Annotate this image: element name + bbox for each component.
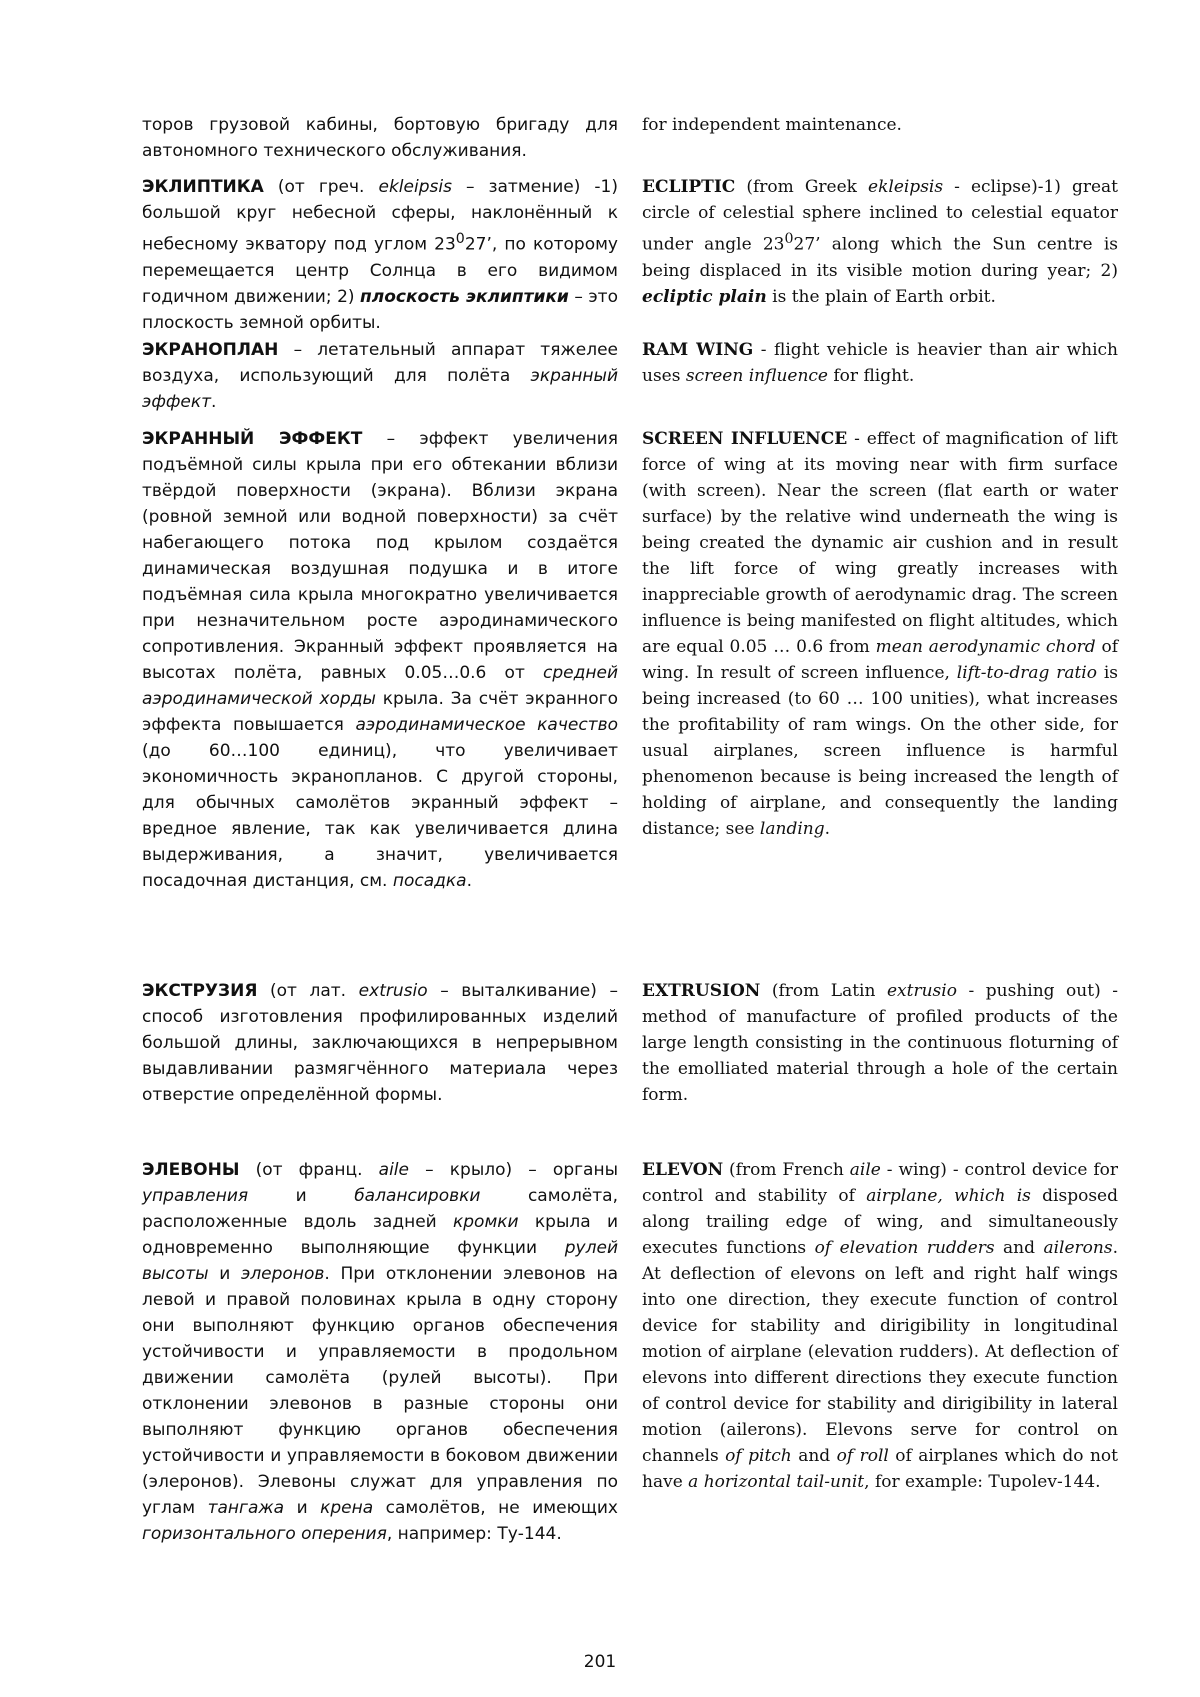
italic-term: посадка [392, 871, 467, 891]
entry-body: и [248, 1186, 355, 1206]
entry-body: , например: Ту-144. [386, 1524, 562, 1544]
entry-body: (от лат. [257, 981, 359, 1001]
entry-body: is the plain of Earth orbit. [766, 286, 996, 307]
bold-italic-term: ecliptic plain [642, 286, 767, 307]
entry-body: 27’, по которому перемещается центр Солнца в его видимом годичном движении; 2) [142, 234, 618, 307]
headword: ЭКРАННЫЙ ЭФФЕКТ [142, 429, 363, 449]
entry-body: . При отклонении элевонов на левой и правой половинах крыла в одну сторону они выполняют функцию органов обеспечения устойчивости и управляемости в продольном движении самолёта (рулей высоты). При отклонении элевонов в разные стороны они выполняют функцию органов обеспечения устойчивости и управляемости в боковом движении (элеронов). Элевоны служат для управления по углам [142, 1264, 618, 1518]
italic-term: mean aerodynamic chord [875, 637, 1096, 657]
entry-body: for flight. [827, 366, 915, 386]
entry-body: disposed along trailing edge of wing, and simultaneously executes functions [642, 1186, 1118, 1258]
entry-continuation-en [642, 112, 1118, 138]
italic-term: lift-to-drag ratio [956, 663, 1097, 683]
italic-term: ailerons [1043, 1238, 1113, 1258]
italic-term: балансировки [354, 1186, 481, 1206]
italic-term: of elevation rudders [814, 1238, 995, 1258]
italic-term: ekleipsis [378, 177, 452, 197]
entry-body: . [466, 871, 472, 891]
entry-body: 27’ along which the Sun centre is being displaced in its visible motion during year; 2) [642, 234, 1118, 281]
entry-extrusion-en [642, 978, 1118, 1108]
entry-screen-effect-ru [142, 426, 618, 894]
entry-body: for independent maintenance. [642, 115, 902, 135]
entry-body: торов грузовой кабины, бортовую бригаду для автономного технического обслуживания. [142, 115, 618, 161]
italic-term: extrusio [358, 981, 428, 1001]
headword: ЭЛЕВОНЫ [142, 1160, 240, 1180]
italic-term: airplane, which is [866, 1186, 1031, 1206]
entry-text [142, 978, 618, 1108]
headword: ЭКЛИПТИКА [142, 177, 264, 197]
entry-text [142, 174, 618, 336]
bold-italic-term: плоскость эклиптики [360, 286, 569, 307]
italic-term: of roll [836, 1446, 889, 1466]
entry-body: of wing. In result of screen influence, [642, 637, 1118, 683]
entry-body: – затмение) -1) большой круг небесной сферы, наклонённый к небесному экватору под углом 23 [142, 177, 618, 255]
entry-elevons-ru [142, 1157, 618, 1547]
superscript: 0 [784, 231, 794, 247]
headword: ЭКСТРУЗИЯ [142, 981, 258, 1001]
entry-body: самолёта, расположенные вдоль задней [142, 1186, 618, 1232]
entry-body: – выталкивание) – способ изготовления профилированных изделий большой длины, заключающихся в непрерывном выдавливании размягчённого материала через отверстие определённой формы. [142, 981, 618, 1105]
entry-body: , for example: Tupolev-144. [864, 1472, 1101, 1492]
italic-term: screen influence [685, 366, 828, 386]
entry-continuation-ru [142, 112, 618, 164]
italic-term: элеронов [240, 1264, 325, 1284]
entry-body: and [994, 1238, 1044, 1258]
italic-term: a horizontal tail-unit [688, 1472, 865, 1492]
italic-term: горизонтального оперения [142, 1524, 387, 1544]
entry-body: крыла. За счёт экранного эффекта повышается [142, 689, 619, 735]
entry-text [642, 1157, 1118, 1495]
entry-ekranoplan-ru [142, 337, 618, 415]
headword: ЭКРАНОПЛАН [142, 340, 279, 360]
italic-term: крена [320, 1498, 374, 1518]
headword: RAM WING [642, 340, 754, 360]
entry-body: (from French [723, 1160, 850, 1180]
entry-body: – крыло) – органы [408, 1160, 618, 1180]
entry-ecliptic-ru [142, 174, 618, 336]
entry-text [142, 1157, 618, 1547]
italic-term: средней аэродинамической хорды [142, 663, 618, 709]
entry-elevon-en [642, 1157, 1118, 1495]
entry-body: . [211, 392, 217, 412]
headword: SCREEN INFLUENCE [642, 429, 848, 449]
entry-body: и [284, 1498, 321, 1518]
superscript: 0 [455, 231, 465, 247]
entry-body: (from Greek [735, 177, 869, 197]
italic-term: тангажа [207, 1498, 285, 1518]
entry-body: крыла и одновременно выполняющие функции [142, 1212, 619, 1258]
italic-term: кромки [453, 1212, 519, 1232]
entry-text [142, 337, 618, 415]
entry-screen-influence-en [642, 426, 1118, 842]
entry-body: - pushing out) - method of manufacture of profiled products of the large length consisting in the continuous floturning of the emolliated material through a hole of the certain form. [642, 981, 1118, 1105]
entry-ecliptic-en [642, 174, 1118, 310]
entry-body: - wing) - control device for control and stability of [642, 1160, 1118, 1206]
entry-extrusion-ru [142, 978, 618, 1108]
entry-body: - eclipse)-1) great circle of celestial sphere inclined to celestial equator under angle 23 [642, 177, 1118, 255]
headword: ECLIPTIC [642, 177, 736, 197]
italic-term: ekleipsis [868, 177, 944, 197]
entry-text [642, 978, 1118, 1108]
entry-text [142, 426, 618, 894]
entry-body: (от греч. [263, 177, 379, 197]
italic-term: экранный эффект [142, 366, 618, 412]
entry-text [142, 112, 618, 164]
entry-ram-wing-en [642, 337, 1118, 389]
entry-text [642, 426, 1118, 842]
page-number: 201 [583, 1652, 617, 1672]
entry-text [642, 112, 1118, 138]
entry-body: . [824, 819, 830, 839]
entry-body: - effect of magnification of lift force of wing at its moving near with firm surface (with screen). Near the screen (flat earth or water surface) by the relative wind underneath the wing is being created the dynamic air cushion and in result the lift force of wing greatly increases with inappreciable growth of aerodynamic drag. The screen influence is being manifested on flight altitudes, which are equal 0.05 … 0.6 from [642, 429, 1118, 657]
italic-term: aile [849, 1160, 881, 1180]
italic-term: аэродинамическое качество [355, 715, 619, 735]
entry-body: и [208, 1264, 241, 1284]
entry-body: (до 60…100 единиц), что увеличивает экономичность экранопланов. С другой стороны, для обычных самолётов экранный эффект – вредное явление, так как увеличивается длина выдерживания, а значит, увеличивается посадочная дистанция, см. [142, 741, 618, 891]
entry-body: - flight vehicle is heavier than air which uses [642, 340, 1118, 386]
entry-text [642, 337, 1118, 389]
italic-term: extrusio [886, 981, 957, 1001]
entry-body: – эффект увеличения подъёмной силы крыла при его обтекании вблизи твёрдой поверхности (экрана). Вблизи экрана (ровной земной или водной поверхности) за счёт набегающего потока под крылом создаётся динамическая воздушная подушка и в итоге подъёмная сила крыла многократно увеличивается при незначительном росте аэродинамического сопротивления. Экранный эффект проявляется на высотах полёта, равных 0.05…0.6 от [142, 429, 618, 683]
entry-body: and [791, 1446, 837, 1466]
entry-text [642, 174, 1118, 310]
italic-term: рулей высоты [142, 1238, 618, 1284]
entry-body: – это плоскость земной орбиты. [142, 286, 618, 333]
italic-term: управления [142, 1186, 249, 1206]
italic-term: landing [759, 819, 825, 839]
entry-body: – летательный аппарат тяжелее воздуха, использующий для полёта [142, 340, 618, 386]
headword: ELEVON [642, 1160, 724, 1180]
headword: EXTRUSION [642, 981, 761, 1001]
italic-term: aile [378, 1160, 409, 1180]
entry-body: (from Latin [760, 981, 887, 1001]
entry-body: . At deflection of elevons on left and right half wings into one direction, they execute function of control device for stability and dirigibility in longitudinal motion of airplane (elevation rudders). At deflection of elevons into different directions they execute function of control device for stability and dirigibility in lateral motion (ailerons). Elevons serve for control on channels [642, 1238, 1118, 1466]
entry-body: is being increased (to 60 … 100 unities), what increases the profitability of ram wings. On the other side, for usual airplanes, screen influence is harmful phenomenon because is being increased the length of holding of airplane, and consequently the landing distance; see [642, 663, 1118, 839]
entry-body: (от франц. [239, 1160, 379, 1180]
entry-body: of airplanes which do not have [642, 1446, 1118, 1492]
italic-term: of pitch [725, 1446, 792, 1466]
entry-body: самолётов, не имеющих [373, 1498, 618, 1518]
